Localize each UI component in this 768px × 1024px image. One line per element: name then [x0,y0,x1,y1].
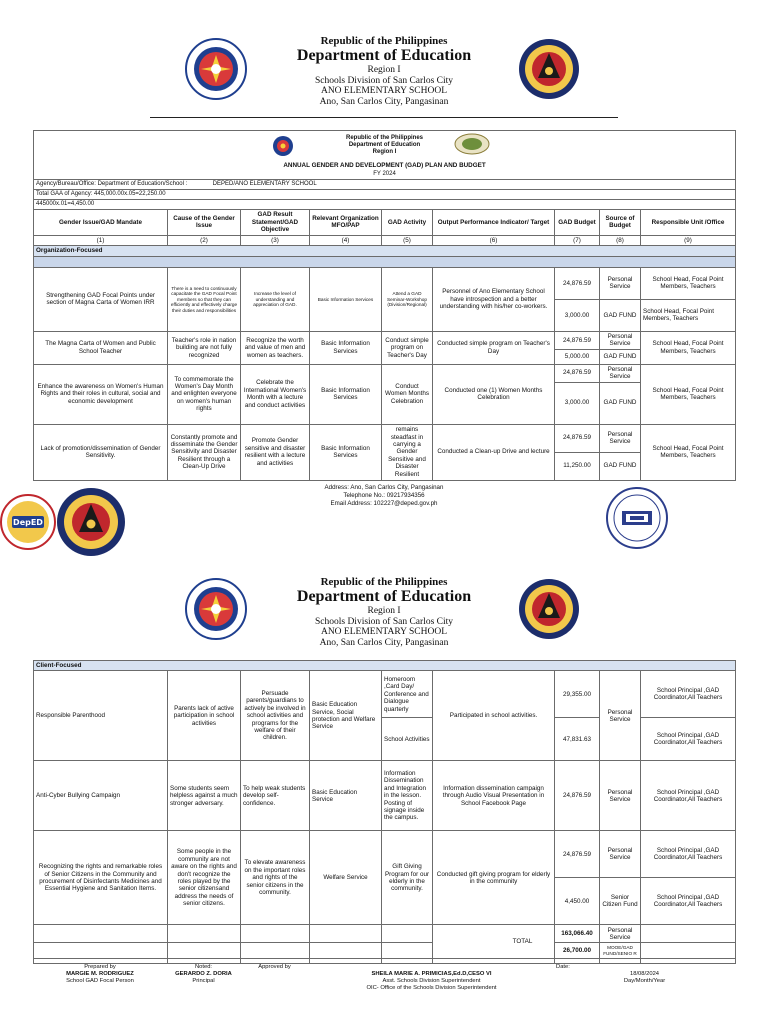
cause-cell: Some people in the community are not aware on the rights and don't recognize the roles played by the senior citizensand address the needs of senior citizens. [168,831,241,925]
source-cell: GAD FUND [600,452,641,480]
iso-certification-logo [606,487,668,549]
empty-cell [168,959,241,964]
col-num: (5) [382,235,433,245]
cause-cell: Some students seem helpless against a much stronger adversary. [168,761,241,831]
empty-cell [34,959,168,964]
col-header-cause: Cause of the Gender Issue [168,210,241,235]
letterhead-1 [0,35,768,108]
output-cell: Information dissemination campaign through Audio Visual Presentation in School Facebook Page [433,761,555,831]
noted-role: Principal [192,978,215,985]
budget-cell: 24,876.59 [555,831,600,878]
result-cell: Promote Gender sensitive and disaster resilient with a lecture and activities [241,424,310,480]
empty-cell [168,943,241,959]
source-cell: Personal Service [600,831,641,878]
mfo-cell: Basic Information Services [310,331,382,364]
letterhead-2 [0,576,768,649]
footer-address: Address: Ano, San Carlos City, Pangasinan [324,484,444,491]
unit-cell: School Head, Focal Point Members, Teachers [641,267,736,299]
unit-cell: School Principal ,GAD Coordinator,All Teachers [641,718,736,761]
unit-cell: School Head, Focal Point Members, Teachers [641,299,736,331]
form-region: Region I [372,149,397,156]
source-cell: Personal Service [600,331,641,349]
letterhead-region: Region I [367,606,401,617]
output-cell: Conducted a Clean-up Drive and lecture [433,424,555,480]
empty-cell [240,971,309,978]
budget-cell: 4,450.00 [555,878,600,925]
form-fy: FY 2024 [34,170,736,180]
mfo-cell: Basic Information Services [310,424,382,480]
letterhead-division: Schools Division of San Carlos City [314,616,454,627]
activity-cell: Conduct simple program on Teacher's Day [382,331,433,364]
activity-cell: remains steadfast in carrying a Gender Sensitive and Disaster Resilient [382,424,433,480]
col-header-output: Output Performance Indicator/ Target [433,210,555,235]
empty-cell [310,959,382,964]
noted-name: GERARDO Z. DORIA [175,971,232,978]
issue-cell: Anti-Cyber Bullying Campaign [34,761,168,831]
ano-elementary-seal-logo-footer [56,487,126,557]
empty-cell [241,943,310,959]
approved-by-label: Approved by [258,964,291,971]
empty-cell [33,985,309,992]
deped-matatag-logo [0,494,56,550]
activity-cell: School Activities [382,718,433,761]
letterhead-republic: Republic of the Philippines [320,576,448,588]
form-title: ANNUAL GENDER AND DEVELOPMENT (GAD) PLAN AND BUDGET [34,161,736,170]
col-num: (7) [555,235,600,245]
col-num: (3) [241,235,310,245]
output-cell: Personnel of Ano Elementary School have introspection and a better understanding with his/her co-workers. [433,267,555,331]
table-row [34,671,736,718]
section-client-focused: Client-Focused [34,661,736,671]
result-cell: Celebrate the International Women's Month with a lecture and conduct activities [241,364,310,424]
svg-text:DepED: DepED [13,518,43,527]
prepared-by-label: Prepared by [84,964,116,971]
letterhead-department: Department of Education [296,47,472,65]
activity-cell: Attend a GAD Seminar-Workshop (Division/Regional) [382,267,433,331]
form-deped-seal-icon [272,135,294,159]
empty-cell [433,959,555,964]
table-row [34,267,736,299]
budget-cell: 24,876.59 [555,761,600,831]
cause-cell: To commemorate the Women's Day Month and enlighten everyone on women's human rights [168,364,241,424]
agency-label: Agency/Bureau/Office: Department of Education/School : [36,181,188,187]
empty-cell [555,959,600,964]
empty-cell [382,943,433,959]
activity-cell: Information Dissemination and Integration in the lesson. Posting of signage inside the campus. [382,761,433,831]
budget-cell: 3,000.00 [555,382,600,424]
empty-cell [34,943,168,959]
result-cell: Recognize the worth and value of men and women as teachers. [241,331,310,364]
agency-line [34,180,736,190]
gad-plan-table-2 [33,660,735,992]
empty-cell [554,985,735,992]
total-label: TOTAL [433,925,555,959]
source-cell: Personal Service [600,267,641,299]
col-num: (6) [433,235,555,245]
section-organization-focused: Organization-Focused [34,245,736,256]
source-cell: Senior Citizen Fund [600,878,641,925]
col-num: (2) [168,235,241,245]
activity-cell: Gift Giving Program for our elderly in the community. [382,831,433,925]
budget-cell: 29,355.00 [555,671,600,718]
col-num: (9) [641,235,736,245]
school-contact-footer [234,484,534,507]
source-cell: GAD FUND [600,382,641,424]
issue-cell: Responsible Parenthood [34,671,168,761]
empty-cell [641,959,736,964]
table-row [34,331,736,349]
budget-cell: 47,831.63 [555,718,600,761]
total-row [34,943,736,959]
footer-email: Email Address: 102227@deped.gov.ph [330,499,438,507]
col-num: (8) [600,235,641,245]
empty-cell [310,925,382,943]
source-cell: Personal Service [600,671,641,761]
table-row [34,424,736,452]
output-cell: Participated in school activities. [433,671,555,761]
col-header-budget: GAD Budget [555,210,600,235]
approver-name: SHEILA MARIE A. PRIMICIAS,Ed.D,CESO VI [371,971,492,978]
cause-cell: There is a need to continuously capacitate the GAD Focal Point members so that they can efficiently and effectively charge their duties and responsibilities [168,267,241,331]
empty-cell [168,925,241,943]
column-number-row [34,235,736,245]
activity-cell: Conduct Women Months Celebration [382,364,433,424]
unit-cell: School Head, Focal Point Members, Teachers [641,364,736,424]
source-cell: GAD FUND [600,349,641,364]
total-amount-personal: 163,066.40 [555,925,600,943]
empty-cell [240,978,309,985]
result-cell: Persuade parents/guardians to actively be involved in school activities and programs for the welfare of their children. [241,671,310,761]
preparer-name-cell [33,971,167,978]
issue-cell: Recognizing the rights and remarkable roles of Senior Citizens in the Community and procurement of Disinfectants Medicines and Essential Hygiene and Sanitation Items. [34,831,168,925]
letterhead-address: Ano, San Carlos City, Pangasinan [319,97,449,108]
mfo-cell: Welfare Service [310,831,382,925]
letterhead-republic: Republic of the Philippines [320,35,448,47]
col-header-activity: GAD Activity [382,210,433,235]
empty-cell [310,943,382,959]
result-cell: Increase the level of understanding and appreciation of GAD. [241,267,310,331]
form-republic: Republic of the Philippines [346,134,424,141]
total-row [34,925,736,943]
source-cell: GAD FUND [600,299,641,331]
preparer-role: School GAD Focal Person [66,978,134,985]
source-cell: Personal Service [600,424,641,452]
budget-cell: 11,250.00 [555,452,600,480]
empty-cell [309,964,554,971]
unit-cell: School Head, Focal Point Members, Teachers [641,331,736,364]
column-header-row [34,210,736,235]
source-cell: Personal Service [600,761,641,831]
form-school-seal-icon [454,133,490,157]
gad-plan-table-1 [33,130,735,481]
col-header-source: Source of Budget [600,210,641,235]
form-department: Department of Education [348,142,421,149]
col-header-unit: Responsible Unit /Office [641,210,736,235]
issue-cell: Enhance the awareness on Women's Human Rights and their roles in cultural, social and economic development [34,364,168,424]
budget-cell: 24,876.59 [555,267,600,299]
gaa-line: Total GAA of Agency: 445,000.00x.05=22,250.00 [34,190,736,200]
empty-cell [641,925,736,943]
mfo-cell: Basic Education Service [310,761,382,831]
budget-cell: 3,000.00 [555,299,600,331]
mfo-cell: Basic Education Service, Social protection and Welfare Service [310,671,382,761]
col-header-result: GAD Result Statement/GAD Objective [241,210,310,235]
spacer-row [34,959,736,964]
result-cell: To help weak students develop self-confidence. [241,761,310,831]
letterhead-school: ANO ELEMENTARY SCHOOL [320,627,448,638]
total-amount-mooe: 26,700.00 [555,943,600,959]
agency-value: DEPED/ANO ELEMENTARY SCHOOL [212,181,317,187]
letterhead-department: Department of Education [296,588,472,606]
output-cell: Conducted one (1) Women Months Celebration [433,364,555,424]
letterhead-region: Region I [367,65,401,76]
activity-cell: Homeroom ,Card Day/ Conference and Dialogue quarterly [382,671,433,718]
table-row [34,761,736,831]
source-cell: Personal Service [600,364,641,382]
cause-cell: Teacher's role in nation building are not fully recognized [168,331,241,364]
issue-cell: Strengthening GAD Focal Points under section of Magna Carta of Women IRR [34,267,168,331]
table-row [34,831,736,878]
col-num: (4) [310,235,382,245]
table-row [34,364,736,382]
form-header [34,131,736,161]
unit-cell: School Principal ,GAD Coordinator,All Teachers [641,761,736,831]
issue-cell: Lack of promotion/dissemination of Gender Sensitivity. [34,424,168,480]
budget-cell: 5,000.00 [555,349,600,364]
output-cell: Conducted gift giving program for elderly in the community [433,831,555,925]
cause-cell: Parents lack of active participation in school activities [168,671,241,761]
date-format: Day/Month/Year [623,978,666,985]
result-cell: To elevate awareness on the important roles and rights of the senior citizens in the community. [241,831,310,925]
footer-phone: Telephone No.: 09217934356 [343,491,425,499]
budget-cell: 24,876.59 [555,331,600,349]
col-header-issue: Gender Issue/GAD Mandate [34,210,168,235]
mfo-cell: Basic Information Services [310,364,382,424]
empty-cell [641,943,736,959]
empty-cell [34,925,168,943]
empty-cell [382,925,433,943]
issue-cell: The Magna Carta of Women and Public School Teacher [34,331,168,364]
date-label: Date: [556,964,570,971]
gaa-line-2: 445000x.01=4,450.00 [34,200,736,210]
col-header-mfo: Relevant Organization MFO/PAP [310,210,382,235]
section-band [34,256,736,267]
cause-cell: Constantly promote and disseminate the Gender Sensitivity and Disaster Resilient through a Clean-Up Drive [168,424,241,480]
letterhead-rule [150,117,618,118]
mfo-cell: Basic Information Services [310,267,382,331]
budget-cell: 24,876.59 [555,364,600,382]
letterhead-division: Schools Division of San Carlos City [314,75,454,86]
date-value: 18/08/2024 [630,971,660,978]
empty-cell [382,959,433,964]
output-cell: Conducted simple program on Teacher's Day [433,331,555,364]
budget-cell: 24,876.59 [555,424,600,452]
col-num: (1) [34,235,168,245]
total-source-personal: Personal Service [600,925,641,943]
approver-role-2: OIC- Office of the Schools Division Superintendent [366,984,497,991]
approver-role-1: Asst. Schools Division Superintendent [382,978,481,985]
signature-block [33,964,735,991]
empty-cell [241,959,310,964]
unit-cell: School Head, Focal Point Members, Teachers [641,424,736,480]
noted-label: Noted: [194,964,213,971]
letterhead-address: Ano, San Carlos City, Pangasinan [319,638,449,649]
total-source-mooe: MOOE/GAD FUND/SENIO R [600,943,641,959]
empty-cell [600,959,641,964]
letterhead-school: ANO ELEMENTARY SCHOOL [320,86,448,97]
unit-cell: School Principal ,GAD Coordinator,All Teachers [641,671,736,718]
empty-cell [241,925,310,943]
preparer-name: MARGIE M. RODRIGUEZ [66,971,134,978]
unit-cell: School Principal ,GAD Coordinator,All Teachers [641,878,736,925]
unit-cell: School Principal ,GAD Coordinator,All Teachers [641,831,736,878]
